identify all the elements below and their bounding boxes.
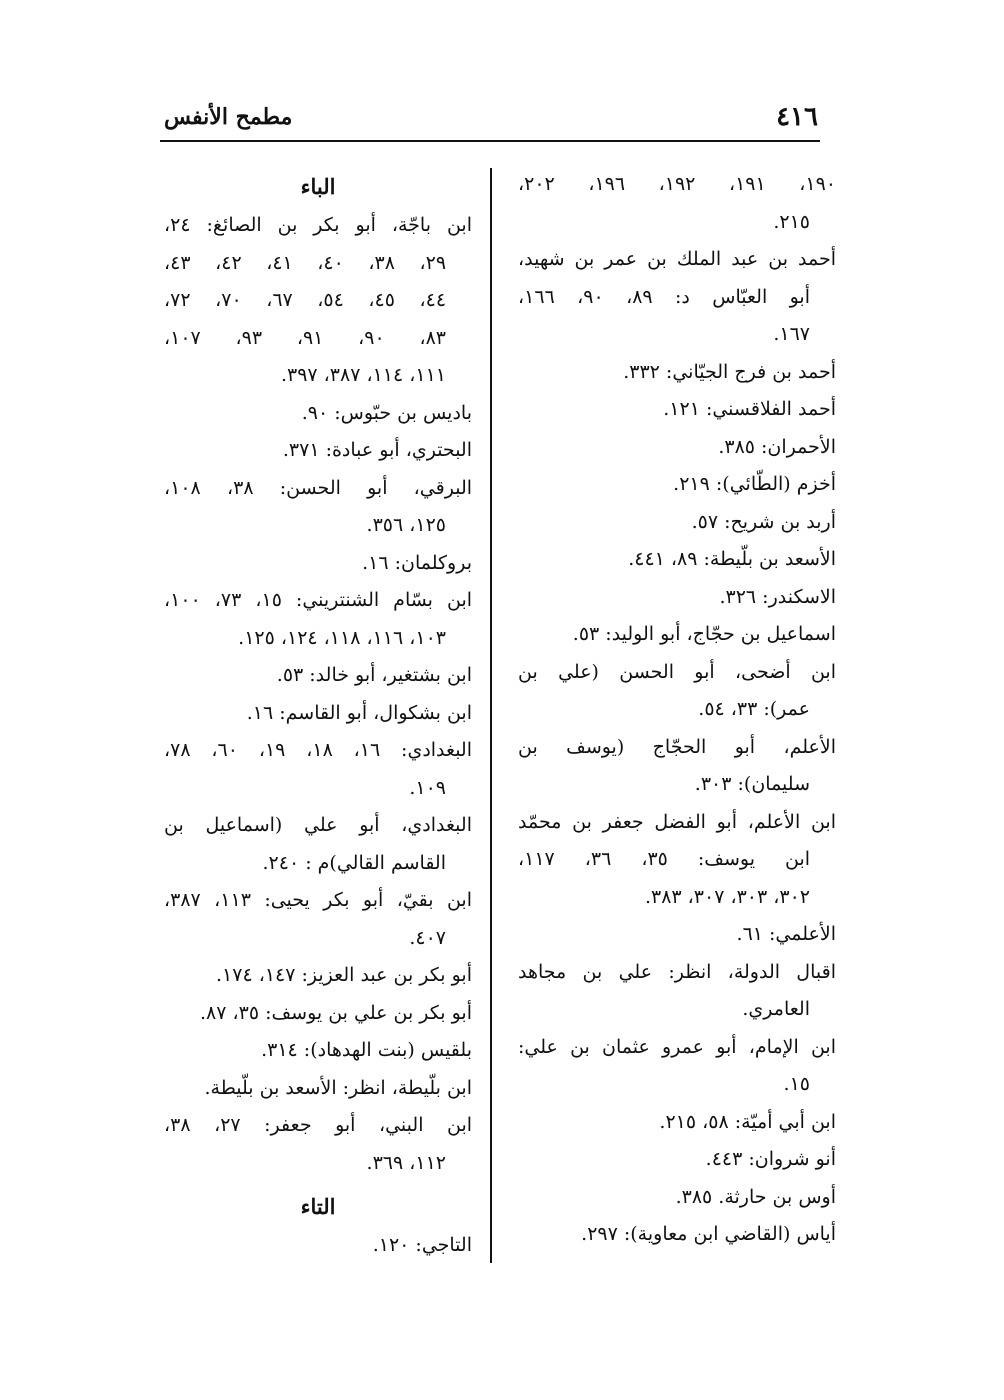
index-line: أحمد الفلاقسني: ١٢١. xyxy=(663,398,836,420)
index-line: أحمد بن فرج الجيّاني: ٣٣٢. xyxy=(623,360,836,383)
index-line: بروكلمان: ١٦. xyxy=(362,551,472,574)
index-line: ابن بشكوال، أبو القاسم: ١٦. xyxy=(246,701,472,724)
index-line: ابن أبي أميّة: ٥٨، ٢١٥. xyxy=(659,1110,836,1133)
header-rule xyxy=(160,140,820,142)
index-line: ٣٠٢، ٣٠٣، ٣٠٧، ٣٨٣. xyxy=(644,885,810,908)
index-line: ٢٩، ٣٨، ٤٠، ٤١، ٤٢، ٤٣، xyxy=(164,251,447,274)
page-header xyxy=(164,100,818,140)
index-line: ١٦٧. xyxy=(773,323,810,345)
index-line: أبو بكر بن علي بن يوسف: ٣٥، ٨٧. xyxy=(199,1001,472,1024)
index-line: سليمان): ٣٠٣. xyxy=(694,773,810,795)
index-line: القاسم القالي)م : ٢٤٠. xyxy=(262,851,446,874)
section-heading-ba: الباء xyxy=(300,174,336,199)
running-title: مطمح الأنفس xyxy=(164,104,293,130)
index-line: ١٥. xyxy=(783,1073,810,1095)
index-line: البحتري، أبو عبادة: ٣٧١. xyxy=(282,439,472,461)
index-line: ١١٢، ٣٦٩. xyxy=(366,1151,446,1174)
index-line: ٢١٥. xyxy=(773,210,810,233)
index-line: أحمد بن عبد الملك بن عمر بن شهيد، xyxy=(518,248,836,270)
index-line: العامري. xyxy=(742,998,810,1020)
index-line: ابن أضحى، أبو الحسن (علي بن xyxy=(518,660,836,683)
section-heading-ta: التاء xyxy=(300,1194,336,1219)
index-line: الأحمران: ٣٨٥. xyxy=(718,435,836,458)
index-line: اسماعيل بن حجّاج، أبو الوليد: ٥٣. xyxy=(572,623,836,645)
index-line: البغدادي، أبو علي (اسماعيل بن xyxy=(164,814,472,836)
index-line: بلقيس (بنت الهدهاد): ٣١٤. xyxy=(261,1039,472,1061)
index-line: اقبال الدولة، انظر: علي بن مجاهد xyxy=(518,960,836,983)
index-line: التاجي: ١٢٠. xyxy=(372,1234,472,1256)
index-line: الأسعد بن بلّيطة: ٨٩، ٤٤١. xyxy=(628,548,836,570)
index-column-right xyxy=(518,166,836,1254)
index-line: ١٢٥، ٣٥٦. xyxy=(366,514,446,536)
index-line: البغدادي: ١٦، ١٨، ١٩، ٦٠، ٧٨، xyxy=(164,739,472,761)
index-line: أربد بن شريح: ٥٧. xyxy=(691,510,836,533)
index-line: ابن بقيّ، أبو بكر يحيى: ١١٣، ٣٨٧، xyxy=(164,889,472,911)
index-line: باديس بن حبّوس: ٩٠. xyxy=(301,401,472,424)
index-line: ١٩٠، ١٩١، ١٩٢، ١٩٦، ٢٠٢، xyxy=(518,173,836,195)
index-line: ١٠٩. xyxy=(409,776,446,799)
index-line: أياس (القاضي ابن معاوية): ٢٩٧. xyxy=(581,1223,836,1245)
index-line: أخزم (الطّائي): ٢١٩. xyxy=(673,473,836,495)
index-line: ابن البني، أبو جعفر: ٢٧، ٣٨، xyxy=(164,1114,472,1136)
index-line: الاسكندر: ٣٢٦. xyxy=(719,585,836,608)
column-divider xyxy=(490,168,492,1263)
index-line: ابن بلّيطة، انظر: الأسعد بن بلّيطة. xyxy=(204,1076,472,1099)
index-line: ٤٤، ٤٥، ٥٤، ٦٧، ٧٠، ٧٢، xyxy=(164,289,447,311)
index-line: أبو بكر بن عبد العزيز: ١٤٧، ١٧٤. xyxy=(216,964,472,986)
index-line: ١٠٣، ١١٦، ١١٨، ١٢٤، ١٢٥. xyxy=(238,626,446,649)
index-line: ابن الإمام، أبو عمرو عثمان بن علي: xyxy=(518,1035,836,1058)
index-line: أبو العبّاس د: ٨٩، ٩٠، ١٦٦، xyxy=(518,285,810,308)
index-column-left xyxy=(164,166,472,1265)
index-line: ٨٣، ٩٠، ٩١، ٩٣، ١٠٧، xyxy=(164,326,447,349)
index-line: ابن باجّة، أبو بكر بن الصائغ: ٢٤، xyxy=(164,214,472,236)
index-line: ٤٠٧. xyxy=(409,926,446,949)
index-line: أنو شروان: ٤٤٣. xyxy=(705,1148,836,1170)
index-line: الأعلم، أبو الحجّاج (يوسف بن xyxy=(518,735,836,758)
index-line: ابن بشتغير، أبو خالد: ٥٣. xyxy=(276,664,472,686)
index-line: عمر): ٣٣، ٥٤. xyxy=(698,698,810,720)
index-line: ابن بسّام الشنتريني: ١٥، ٧٣، ١٠٠، xyxy=(164,589,472,611)
index-line: ابن يوسف: ٣٥، ٣٦، ١١٧، xyxy=(518,848,811,870)
index-line: البرقي، أبو الحسن: ٣٨، ١٠٨، xyxy=(164,476,472,499)
index-line: ١١١، ١١٤، ٣٨٧، ٣٩٧. xyxy=(280,364,446,386)
index-line: أوس بن حارثة. ٣٨٥. xyxy=(675,1185,836,1208)
index-line: ابن الأعلم، أبو الفضل جعفر بن محمّد xyxy=(518,810,836,833)
index-line: الأعلمي: ٦١. xyxy=(736,923,836,945)
page-number: ٤١٦ xyxy=(776,102,818,132)
